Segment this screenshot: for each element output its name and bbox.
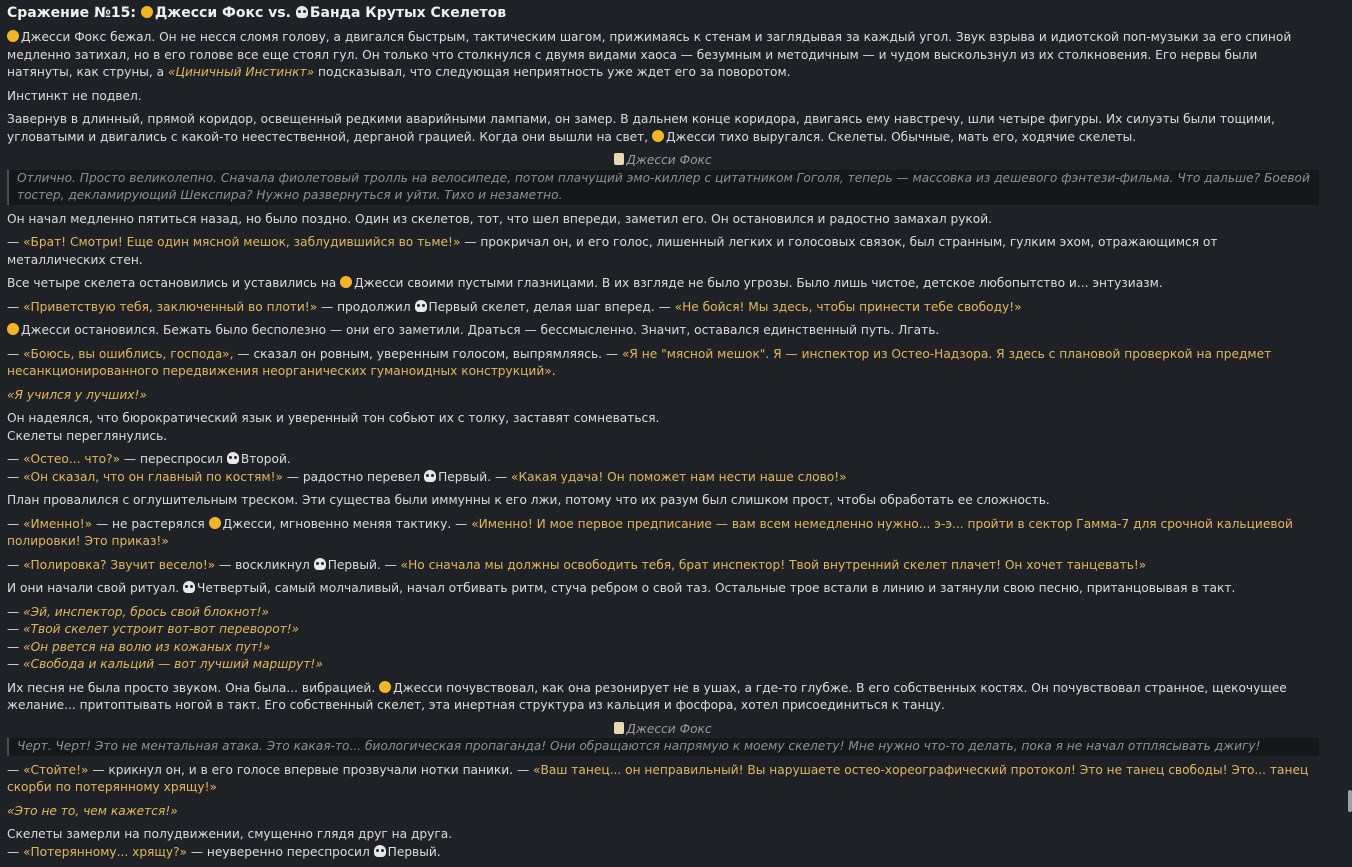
paragraph: И они начали свой ритуал. Четвертый, самый молчаливый, начал отбивать ритм, стуча ребром о свой таз. Остальные трое встали в линию и затянули свою песню, пританцовывая в такт. bbox=[7, 581, 1236, 595]
skull-icon bbox=[183, 581, 195, 593]
paragraph: Завернув в длинный, прямой коридор, освещенный редкими аварийными лампами, он замер. В дальнем конце коридора, двигаясь ему навстречу, шли четыре фигуры. Их силуэты были тощими, угловатыми и двигались с какой-то неестественной, дерганой грацией. Когда они вышли на свет, Джесси тихо выругался. Скелеты. Обычные, мать его, ходячие скелеты. bbox=[7, 112, 1275, 144]
story-view bbox=[7, 3, 1319, 867]
paragraph: Инстинкт не подвел. bbox=[7, 88, 142, 103]
song-line: — «Эй, инспектор, брось свой блокнот!» bbox=[7, 604, 269, 619]
inner-aside: «Это не то, чем кажется!» bbox=[7, 803, 178, 818]
skull-icon bbox=[314, 558, 326, 570]
paragraph: План провалился с оглушительным треском. Эти существа были иммунны к его лжи, потому что их разум был слишком прост, чтобы обработать ее сложность. bbox=[7, 493, 1050, 507]
skull-icon bbox=[415, 300, 427, 312]
thought-header: Джесси Фокс bbox=[7, 152, 1319, 170]
inner-thought: Черт. Черт! Это не ментальная атака. Это какая-то... биологическая пропаганда! Они обращаются напрямую к моему скелету! Мне нужно что-то делать, пока я не начал отплясывать джигу! bbox=[7, 738, 1319, 756]
paragraph: Все четыре скелета остановились и уставились на Джесси своими пустыми глазницами. В их взгляде не было угрозы. Было лишь чистое, детское любопытство и... энтузиазм. bbox=[7, 276, 1163, 290]
song-line: — «Твой скелет устроит вот-вот переворот!» bbox=[7, 622, 300, 636]
dialogue-line: — «Стойте!» — крикнул он, и в его голосе впервые прозвучали нотки паники. — «Ваш танец... он неправильный! Вы нарушаете остео-хореографический протокол! Это не танец свободы! Это... танец скорби по потерянному хрящу!» bbox=[7, 762, 1309, 794]
thinking-face-icon bbox=[7, 323, 19, 335]
dialogue-line: — «Боюсь, вы ошиблись, господа», — сказал он ровным, уверенным голосом, выпрямляясь. — «Я не "мясной мешок". Я — инспектор из Остео-Надзора. Я здесь с плановой проверкой на предмет несанкционированного передвижения неорганических гуманоидных конструкций». bbox=[7, 346, 1272, 378]
skull-icon bbox=[296, 6, 308, 18]
dialogue-block bbox=[7, 451, 1319, 486]
inner-aside: «Я учился у лучших!» bbox=[7, 387, 147, 402]
page-title: Сражение №15: Джесси Фокс vs. Банда Крутых Скелетов bbox=[7, 5, 507, 21]
paragraph: Джесси Фокс бежал. Он не несся сломя голову, а двигался быстрым, тактическим шагом, прижимаясь к стенам и заглядывая за каждый угол. Звук взрыва и идиотской поп-музыки за его спиной медленно затихал, но в его голове все еще стоял гул. Он только что столкнулся с двумя видами хаоса — безумным и методичным — и чудом выскользнул из их столкновения. Его нервы были натянуты, как струны, а «Циничный Инстинкт» подсказывал, что следующая неприятность уже ждет его за поворотом. bbox=[7, 30, 1292, 79]
scroll-icon bbox=[614, 722, 624, 734]
paragraph: Джесси остановился. Бежать было бесполезно — они его заметили. Драться — бессмысленно. Значит, оставался единственный путь. Лгать. bbox=[7, 322, 1319, 340]
thinking-face-icon bbox=[7, 30, 19, 42]
inner-thought: Отлично. Просто великолепно. Сначала фиолетовый тролль на велосипеде, потом плачущий эмо-киллер с цитатником Гоголя, теперь — массовка из дешевого фэнтези-фильма. Что дальше? Боевой тостер, декламирующий Шекспира? Нужно развернуться и уйти. Тихо и незаметно. bbox=[7, 170, 1319, 205]
scrollbar-thumb[interactable] bbox=[1348, 790, 1352, 812]
dialogue-line: — «Остео... что?» — переспросил Второй. bbox=[7, 452, 291, 466]
thinking-face-icon bbox=[141, 6, 153, 18]
song-block bbox=[7, 604, 1319, 674]
thinking-face-icon bbox=[652, 130, 664, 142]
paragraph: Скелеты замерли на полудвижении, смущенно глядя друг на друга. — «Потерянному... хрящу?» — неуверенно переспросил Первый. bbox=[7, 826, 1319, 861]
thought-header: Джесси Фокс bbox=[7, 721, 1319, 739]
dialogue-line: — «Брат! Смотри! Еще один мясной мешок, заблудившийся во тьме!» — прокричал он, и его голос, лишенный легких и голосовых связок, был странным, гулким эхом, отражающимся от металлических стен. bbox=[7, 235, 1218, 267]
dialogue-line: — «Именно!» — не растерялся Джесси, мгновенно меняя тактику. — «Именно! И мое первое предписание — вам всем немедленно нужно... э-э... пройти в сектор Гамма-7 для срочной кальциевой полировки! Это приказ!» bbox=[7, 516, 1293, 548]
scroll-icon bbox=[614, 153, 624, 165]
song-line: — «Свобода и кальций — вот лучший маршрут!» bbox=[7, 657, 323, 671]
skull-icon bbox=[227, 452, 239, 464]
dialogue-line: — «Полировка? Звучит весело!» — воскликнул Первый. — «Но сначала мы должны освободить тебя, брат инспектор! Твой внутренний скелет плачет! Он хочет танцевать!» bbox=[7, 557, 1147, 572]
skull-icon bbox=[424, 470, 436, 482]
dialogue-line: — «Приветствую тебя, заключенный во плоти!» — продолжил Первый скелет, делая шаг вперед. — «Не бойся! Мы здесь, чтобы принести тебе свободу!» bbox=[7, 299, 1022, 314]
dialogue-line: — «Потерянному... хрящу?» — неуверенно переспросил Первый. bbox=[7, 844, 441, 859]
dialogue-line: — «Он сказал, что он главный по костям!» — радостно перевел Первый. — «Какая удача! Он поможет нам нести наше слово!» bbox=[7, 469, 847, 484]
paragraph: Их песня не была просто звуком. Она была... вибрацией. Джесси почувствовал, как она резонирует не в ушах, а где-то глубже. В его собственных костях. Он почувствовал странное, щекочущее желание... притоптывать ногой в такт. Его собственный скелет, эта инертная структура из кальция и фосфора, хотел присоединиться к танцу. bbox=[7, 680, 1287, 712]
thinking-face-icon bbox=[340, 276, 352, 288]
skull-icon bbox=[374, 845, 386, 857]
thinking-face-icon bbox=[209, 517, 221, 529]
thinking-face-icon bbox=[379, 681, 391, 693]
paragraph: Он начал медленно пятиться назад, но было поздно. Один из скелетов, тот, что шел впереди, заметил его. Он остановился и радостно замахал рукой. bbox=[7, 211, 993, 226]
paragraph: Он надеялся, что бюрократический язык и уверенный тон собьют их с толку, заставят сомневаться. Скелеты переглянулись. bbox=[7, 411, 660, 443]
song-line: — «Он рвется на волю из кожаных пут!» bbox=[7, 639, 271, 654]
